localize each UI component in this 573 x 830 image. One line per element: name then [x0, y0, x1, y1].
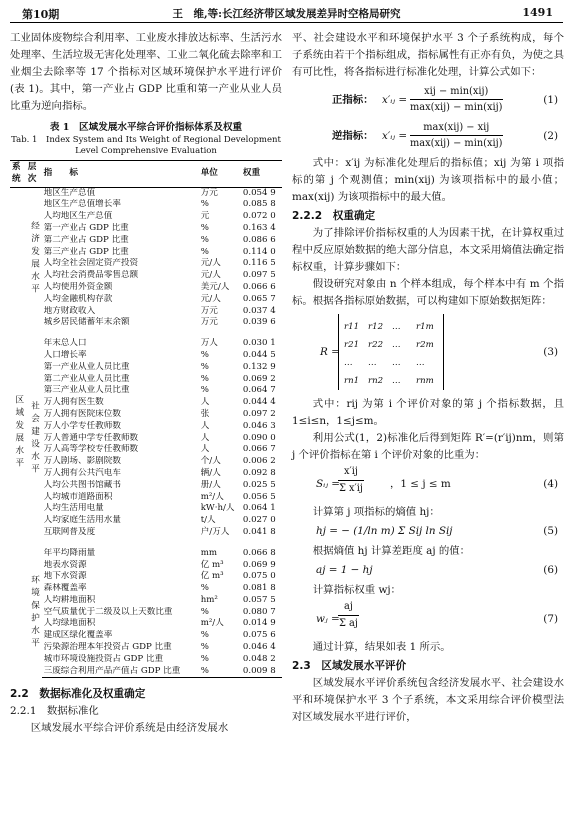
indicator-cell: 人均公共图书馆藏书 — [43, 479, 121, 490]
right-column — [292, 30, 564, 726]
left-column — [10, 30, 282, 737]
eq4-fraction — [338, 464, 364, 497]
unit-cell: 亿 m³ — [200, 559, 224, 570]
eq5-expression: hj = − (1/ln m) Σ Sij ln Sij — [316, 525, 453, 537]
indicator-cell: 万人拥有公共汽电车 — [43, 467, 121, 478]
page-header — [0, 0, 573, 24]
table-row — [10, 409, 282, 421]
unit-cell: 册/人 — [200, 479, 221, 490]
indicator-cell: 污染源治理本年投资占 GDP 比重 — [43, 642, 172, 653]
table-row — [10, 350, 282, 362]
unit-cell: % — [200, 606, 209, 617]
header-unit: 单位 — [199, 161, 241, 188]
paragraph-3: 为了排除评价指标权重的人为因素干扰，在计算权重过程中反应原始数据的绝大部分信息，本文采用熵值法确定指标权重，计算步骤如下： — [292, 227, 564, 273]
positive-lhs: x′ᵢⱼ = — [382, 94, 408, 106]
unit-cell: % — [200, 630, 209, 641]
weight-cell: 0.044 5 — [242, 349, 276, 360]
unit-cell: hm² — [200, 594, 218, 605]
weight-cell: 0.009 8 — [241, 666, 282, 678]
positive-label: 正指标： — [332, 94, 374, 106]
indicator-cell: 人口增长率 — [43, 349, 87, 360]
weight-cell: 0.097 5 — [242, 270, 276, 281]
table-row — [10, 294, 282, 306]
table-caption-cn: 表 1 区域发展水平综合评价指标体系及权重 — [49, 122, 243, 133]
indicator-cell: 地区生产总值 — [43, 187, 96, 198]
eq7-fraction — [338, 599, 359, 632]
matrix-row: r11 r12 … r1m — [344, 322, 434, 332]
unit-cell: 户/万人 — [200, 526, 230, 537]
table-row — [10, 421, 282, 433]
table-row — [10, 282, 282, 294]
unit-cell: 万元 — [200, 305, 218, 316]
matrix-row: r21 r22 … r2m — [344, 340, 434, 350]
table-row — [10, 235, 282, 247]
table-header-row — [10, 161, 282, 188]
indicator-cell: 互联网普及度 — [43, 526, 96, 537]
unit-cell: % — [200, 642, 209, 653]
section-2-2: 2.2 数据标准化及权重确定 — [10, 688, 146, 701]
unit-cell: 元 — [200, 211, 210, 222]
unit-cell: 辆/人 — [200, 467, 221, 478]
negative-denominator: max(xij) − min(xij) — [410, 138, 503, 149]
weight-cell: 0.090 0 — [242, 432, 276, 443]
header-indicator: 指 标 — [42, 161, 199, 188]
eq1-number: (1) — [543, 94, 558, 106]
indicator-cell: 城市环境设施投资占 GDP 比重 — [43, 653, 164, 664]
equation-7 — [292, 599, 564, 639]
indicator-cell: 地表水资源 — [43, 559, 87, 570]
table-row — [10, 317, 282, 329]
unit-cell: 个/人 — [200, 456, 221, 467]
weight-cell: 0.054 9 — [242, 187, 276, 198]
weight-cell: 0.092 8 — [242, 467, 276, 478]
unit-cell: 万人 — [200, 338, 218, 349]
unit-cell: 张 — [200, 408, 210, 419]
table-row — [10, 456, 282, 468]
unit-cell: 美元/人 — [200, 281, 230, 292]
weight-cell: 0.163 4 — [242, 222, 276, 233]
unit-cell: % — [200, 653, 209, 664]
paragraph-5: 式中：rij 为第 i 个评价对象的第 j 个指标数据，且 1≤i≤n，1≤j≤m。 — [292, 398, 564, 427]
paragraph-10: 通过计算，结果如表 1 所示。 — [312, 641, 451, 653]
issue-number: 第10期 — [22, 8, 60, 21]
indicator-cell: 地区生产总值增长率 — [43, 199, 121, 210]
table-caption-en: Tab. 1 Index System and Its Weight of Regional Development Level Comprehensive Evaluation — [11, 135, 281, 156]
unit-cell: % — [200, 246, 209, 257]
negative-lhs: x′ᵢⱼ = — [382, 130, 408, 142]
positive-numerator: xij − min(xij) — [410, 84, 503, 100]
indicator-cell: 第一产业占 GDP 比重 — [43, 222, 129, 233]
page-number: 1491 — [522, 6, 553, 19]
table-row — [10, 492, 282, 504]
weight-cell: 0.069 2 — [242, 373, 276, 384]
weight-cell: 0.027 0 — [242, 515, 276, 526]
paragraph-6: 利用公式(1，2)标准化后得到矩阵 R′=(r′ij)nm，则第 j 个评价指标在第 i 个评价对象的比重为： — [292, 432, 564, 461]
indicator-cell: 地方财政收入 — [43, 305, 96, 316]
table-row — [10, 223, 282, 235]
weight-cell: 0.037 4 — [242, 305, 276, 316]
indicator-cell: 第一产业从业人员比重 — [43, 361, 130, 372]
unit-cell: m²/人 — [200, 491, 224, 502]
header-level: 层次 — [26, 161, 42, 188]
weight-cell: 0.041 8 — [242, 526, 276, 537]
positive-fraction — [410, 84, 503, 115]
eq4-numerator: x′ij — [338, 464, 364, 481]
table-row — [10, 444, 282, 456]
unit-cell: mm — [200, 547, 218, 558]
matrix-row: rn1 rn2 … rnm — [344, 376, 434, 386]
unit-cell: 万元 — [200, 187, 218, 198]
index-table — [10, 160, 282, 678]
unit-cell: kW·h/人 — [200, 503, 235, 514]
indicator-cell: 三废综合利用产品产值占 GDP 比重 — [42, 666, 199, 678]
weight-cell: 0.048 2 — [242, 653, 276, 664]
unit-cell: % — [200, 222, 209, 233]
table-row — [10, 503, 282, 515]
section-2-3: 2.3 区域发展水平评价 — [292, 660, 407, 672]
indicator-cell: 人均耕地面积 — [43, 594, 96, 605]
table-row — [10, 211, 282, 223]
eq4-number: (4) — [543, 478, 558, 490]
table-row — [10, 595, 282, 607]
eq2-number: (2) — [543, 130, 558, 142]
weight-cell: 0.097 2 — [242, 408, 276, 419]
weight-cell: 0.014 9 — [242, 618, 276, 629]
indicator-cell: 第二产业占 GDP 比重 — [43, 234, 129, 245]
weight-cell: 0.046 3 — [242, 420, 276, 431]
indicator-cell: 万人普通中学专任教师数 — [43, 432, 139, 443]
paragraph-1: 平、社会建设水平和环境保护水平 3 个子系统构成，每个子系统由若干个指标组成，指标属性有正亦有负，为使之具有可比性，将各指标进行标准化处理，计算公式如下： — [292, 32, 564, 78]
weight-cell: 0.044 4 — [242, 397, 276, 408]
eq7-denominator: Σ aj — [338, 618, 358, 629]
unit-cell: 人 — [200, 432, 210, 443]
unit-cell: t/人 — [200, 515, 216, 526]
group-spacer — [10, 539, 282, 548]
group-spacer — [10, 329, 282, 338]
paragraph-8: 根据熵值 hj 计算差距度 aj 的值： — [312, 545, 471, 557]
table-row — [10, 618, 282, 630]
paragraph-7: 计算第 j 项指标的熵值 hj： — [312, 506, 440, 518]
indicator-cell: 第三产业占 GDP 比重 — [43, 246, 129, 257]
indicator-cell: 城乡居民储蓄年末余额 — [43, 317, 130, 328]
table-row — [10, 397, 282, 409]
table-row — [10, 571, 282, 583]
matrix-row: … … … … — [344, 358, 425, 368]
table-row — [10, 374, 282, 386]
left-final-paragraph: 区域发展水平综合评价系统是由经济发展水 — [30, 722, 229, 735]
weight-cell: 0.069 9 — [242, 559, 276, 570]
indicator-cell: 人均生活用电量 — [43, 503, 104, 514]
table-row — [10, 666, 282, 678]
header-rule — [10, 22, 563, 23]
weight-cell: 0.066 8 — [242, 547, 276, 558]
indicator-cell: 人均绿地面积 — [43, 618, 96, 629]
formula-negative — [292, 119, 564, 153]
weight-cell: 0.039 6 — [242, 317, 276, 328]
equation-5 — [292, 521, 564, 543]
table-row — [10, 560, 282, 572]
unit-cell: 亿 m³ — [200, 571, 224, 582]
unit-cell: m²/人 — [200, 618, 224, 629]
indicator-cell: 建成区绿化覆盖率 — [43, 630, 113, 641]
eq7-number: (7) — [543, 613, 558, 625]
header-weight: 权重 — [241, 161, 282, 188]
running-title: 王 维,等:长江经济带区域发展差异时空格局研究 — [172, 8, 401, 20]
weight-cell: 0.006 2 — [242, 456, 276, 467]
weight-cell: 0.116 5 — [242, 258, 276, 269]
indicator-cell: 人均金融机构存款 — [43, 293, 113, 304]
unit-cell: % — [200, 373, 209, 384]
unit-cell: 人 — [200, 444, 210, 455]
intro-paragraph: 工业固体废物综合利用率、工业废水排放达标率、生活污水处理率、生活垃圾无害化处理率、工业二氧化硫去除率和工业烟尘去除率等 17 个指标对区域环境保护水平进行评价(表 1)。其中，第一产业占 GDP 比重和第一产业从业人员比重为逆向指标。 — [10, 32, 282, 112]
indicator-cell: 年平均降雨量 — [43, 547, 96, 558]
matrix-cells — [344, 318, 440, 390]
weight-cell: 0.056 5 — [242, 491, 276, 502]
unit-cell: % — [200, 234, 209, 245]
unit-cell: % — [200, 583, 209, 594]
equation-4 — [292, 464, 564, 504]
positive-denominator: max(xij) − min(xij) — [410, 102, 503, 113]
table-row — [10, 607, 282, 619]
paragraph-9: 计算指标权重 wj： — [312, 584, 401, 596]
weight-cell: 0.075 0 — [242, 571, 276, 582]
table-row — [10, 362, 282, 374]
indicator-cell: 人均全社会固定资产投资 — [43, 258, 139, 269]
indicator-cell: 万人拥有医院床位数 — [43, 408, 121, 419]
weight-cell: 0.072 0 — [242, 211, 276, 222]
paragraph-2: 式中：x′ij 为标准化处理后的指标值；xij 为第 i 项指标的第 j 个观测值；min(xij) 为该项指标中的最小值；max(xij) 为该项指标中的最大值。 — [292, 157, 564, 203]
weight-cell: 0.065 7 — [242, 293, 276, 304]
paragraph-11: 区域发展水平评价系统包含经济发展水平、社会建设水平和环境保护水平 3 个子系统，本文采用综合评价模型法对区域发展水平进行评价， — [292, 677, 564, 723]
weight-cell: 0.075 6 — [242, 630, 276, 641]
header-system: 系统 — [10, 161, 26, 188]
unit-cell: 元/人 — [200, 258, 221, 269]
section-2-2-2: 2.2.2 权重确定 — [292, 210, 376, 222]
unit-cell: % — [200, 349, 209, 360]
table-row — [10, 258, 282, 270]
level-cell: 环境保护水平 — [29, 575, 40, 651]
unit-cell: % — [200, 361, 209, 372]
unit-cell: 人 — [200, 420, 210, 431]
weight-cell: 0.080 7 — [242, 606, 276, 617]
unit-cell: % — [199, 666, 241, 678]
weight-cell: 0.066 6 — [242, 281, 276, 292]
negative-fraction — [410, 120, 503, 151]
eq4-lhs: Sᵢⱼ = — [316, 478, 340, 490]
unit-cell: 元/人 — [200, 293, 221, 304]
indicator-cell: 第三产业从业人员比重 — [43, 385, 130, 396]
indicator-cell: 人均社会消费品零售总额 — [43, 270, 139, 281]
weight-cell: 0.066 7 — [242, 444, 276, 455]
system-cell: 区域发展水平 — [13, 394, 24, 471]
table-row — [10, 642, 282, 654]
table-row — [10, 527, 282, 539]
weight-cell: 0.132 9 — [242, 361, 276, 372]
indicator-cell: 万人剧场、影剧院数 — [43, 456, 121, 467]
eq3-number: (3) — [543, 346, 558, 358]
eq4-condition: ，1 ≤ j ≤ m — [390, 478, 451, 490]
indicator-cell: 人均使用外资金额 — [43, 281, 113, 292]
weight-cell: 0.064 7 — [242, 385, 276, 396]
indicator-cell: 万人高等学校专任教师数 — [43, 444, 139, 455]
weight-cell: 0.086 6 — [242, 234, 276, 245]
weight-cell: 0.114 0 — [242, 246, 276, 257]
unit-cell: % — [200, 385, 209, 396]
data-matrix — [292, 312, 564, 392]
eq7-lhs: wⱼ = — [316, 613, 340, 625]
unit-cell: 元/人 — [200, 270, 221, 281]
indicator-cell: 空气质量优于二级及以上天数比重 — [43, 606, 173, 617]
table-row — [10, 515, 282, 527]
indicator-cell: 万人小学专任教师数 — [43, 420, 121, 431]
negative-numerator: max(xij) − xij — [410, 120, 503, 136]
matrix-label: R = — [320, 346, 340, 358]
table-row — [10, 630, 282, 642]
table-row — [10, 654, 282, 666]
table-row — [10, 199, 282, 211]
formula-positive — [292, 83, 564, 117]
eq4-denominator: Σ x′ij — [338, 483, 363, 494]
table-row — [10, 338, 282, 350]
eq6-expression: aj = 1 − hj — [316, 564, 373, 576]
indicator-cell: 森林覆盖率 — [43, 583, 87, 594]
unit-cell: 万元 — [200, 317, 218, 328]
table-row — [10, 583, 282, 595]
weight-cell: 0.046 4 — [242, 642, 276, 653]
section-2-2-1: 2.2.1 数据标准化 — [10, 705, 99, 718]
unit-cell: % — [200, 199, 209, 210]
indicator-cell: 地下水资源 — [43, 571, 87, 582]
level-cell: 社会建设水平 — [29, 400, 40, 477]
eq5-number: (5) — [543, 525, 558, 537]
weight-cell: 0.025 5 — [242, 479, 276, 490]
unit-cell: 人 — [200, 397, 210, 408]
table-row — [10, 270, 282, 282]
indicator-cell: 人均地区生产总值 — [43, 211, 113, 222]
table-row — [10, 468, 282, 480]
negative-label: 逆指标： — [332, 130, 374, 142]
table-row — [10, 306, 282, 318]
eq7-numerator: aj — [338, 599, 359, 616]
equation-6 — [292, 560, 564, 582]
weight-cell: 0.081 8 — [242, 583, 276, 594]
level-cell: 经济发展水平 — [29, 220, 40, 297]
eq6-number: (6) — [543, 564, 558, 576]
indicator-cell: 人均城市道路面积 — [43, 491, 113, 502]
indicator-cell: 人均家庭生活用水量 — [43, 515, 121, 526]
table-row — [10, 385, 282, 397]
weight-cell: 0.057 5 — [242, 594, 276, 605]
indicator-cell: 第二产业从业人员比重 — [43, 373, 130, 384]
table-row — [10, 480, 282, 492]
table-row — [10, 548, 282, 560]
table-row — [10, 433, 282, 445]
weight-cell: 0.085 8 — [242, 199, 276, 210]
table-row — [10, 247, 282, 259]
paragraph-4: 假设研究对象由 n 个样本组成，每个样本中有 m 个指标。根据各指标原始数据，可以构建如下原始数据矩阵： — [292, 278, 564, 307]
indicator-cell: 年末总人口 — [43, 338, 87, 349]
weight-cell: 0.030 1 — [242, 338, 276, 349]
weight-cell: 0.064 1 — [242, 503, 276, 514]
table-row — [10, 187, 282, 199]
indicator-cell: 万人拥有医生数 — [43, 397, 104, 408]
